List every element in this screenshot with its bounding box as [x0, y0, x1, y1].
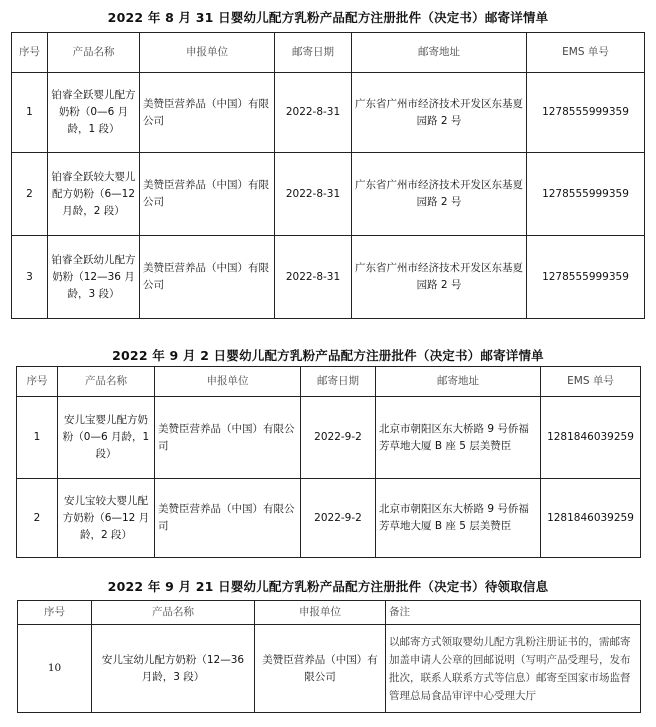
section2-title: 2022 年 9 月 2 日婴幼儿配方乳粉产品配方注册批件（决定书）邮寄详情单 — [112, 348, 544, 363]
cell-mail-date: 2022-8-31 — [275, 153, 352, 236]
cell-product: 铂睿全跃婴儿配方奶粉（0—6 月龄，1 段） — [48, 73, 140, 153]
header-applicant: 申报单位 — [140, 33, 275, 73]
header-index: 序号 — [12, 33, 48, 73]
table-row — [17, 397, 641, 479]
cell-ems-number: 1278555999359 — [527, 153, 645, 236]
cell-ems-number: 1281846039259 — [541, 397, 641, 479]
header-applicant: 申报单位 — [255, 601, 386, 625]
header-product: 产品名称 — [92, 601, 255, 625]
cell-mail-address: 北京市朝阳区东大桥路 9 号侨福芳草地大厦 B 座 5 层美赞臣 — [376, 397, 541, 479]
cell-ems-number: 1278555999359 — [527, 236, 645, 319]
header-product: 产品名称 — [58, 367, 155, 397]
section1-table — [11, 32, 645, 319]
table-row — [12, 236, 645, 319]
cell-remark: 以邮寄方式领取婴幼儿配方乳粉注册证书的，需邮寄加盖申请人公章的回邮说明（写明产品受理号，发布批次，联系人联系方式等信息）邮寄至国家市场监督管理总局食品审评中心受理大厅 — [386, 625, 641, 713]
cell-ems-number: 1281846039259 — [541, 479, 641, 558]
header-product: 产品名称 — [48, 33, 140, 73]
cell-applicant: 美赞臣营养品（中国）有限公司 — [255, 625, 386, 713]
table-header-row — [17, 367, 641, 397]
cell-mail-date: 2022-8-31 — [275, 236, 352, 319]
header-mail-date: 邮寄日期 — [301, 367, 376, 397]
section2-table — [16, 366, 641, 558]
header-index: 序号 — [18, 601, 92, 625]
cell-index: 2 — [12, 153, 48, 236]
cell-product: 安儿宝较大婴儿配方奶粉（6—12 月龄，2 段） — [58, 479, 155, 558]
cell-index: 10 — [18, 625, 92, 713]
cell-applicant: 美赞臣营养品（中国）有限公司 — [155, 397, 301, 479]
table-row — [12, 73, 645, 153]
cell-mail-address: 广东省广州市经济技术开发区东基夏园路 2 号 — [352, 236, 527, 319]
cell-mail-address: 广东省广州市经济技术开发区东基夏园路 2 号 — [352, 153, 527, 236]
header-mail-address: 邮寄地址 — [376, 367, 541, 397]
cell-mail-address: 北京市朝阳区东大桥路 9 号侨福芳草地大厦 B 座 5 层美赞臣 — [376, 479, 541, 558]
header-applicant: 申报单位 — [155, 367, 301, 397]
cell-mail-date: 2022-8-31 — [275, 73, 352, 153]
cell-applicant: 美赞臣营养品（中国）有限公司 — [140, 236, 275, 319]
section1-title: 2022 年 8 月 31 日婴幼儿配方乳粉产品配方注册批件（决定书）邮寄详情单 — [107, 10, 549, 25]
cell-ems-number: 1278555999359 — [527, 73, 645, 153]
header-index: 序号 — [17, 367, 58, 397]
header-mail-address: 邮寄地址 — [352, 33, 527, 73]
cell-mail-address: 广东省广州市经济技术开发区东基夏园路 2 号 — [352, 73, 527, 153]
header-ems-number: EMS 单号 — [541, 367, 641, 397]
cell-product: 安儿宝幼儿配方奶粉（12—36 月龄，3 段） — [92, 625, 255, 713]
cell-product: 安儿宝婴儿配方奶粉（0—6 月龄，1 段） — [58, 397, 155, 479]
cell-applicant: 美赞臣营养品（中国）有限公司 — [155, 479, 301, 558]
cell-mail-date: 2022-9-2 — [301, 397, 376, 479]
table-row — [12, 153, 645, 236]
section3-title: 2022 年 9 月 21 日婴幼儿配方乳粉产品配方注册批件（决定书）待领取信息 — [107, 579, 549, 594]
cell-index: 3 — [12, 236, 48, 319]
cell-mail-date: 2022-9-2 — [301, 479, 376, 558]
table-header-row — [12, 33, 645, 73]
table-row — [17, 479, 641, 558]
cell-index: 2 — [17, 479, 58, 558]
header-mail-date: 邮寄日期 — [275, 33, 352, 73]
section3-table — [17, 600, 641, 713]
cell-applicant: 美赞臣营养品（中国）有限公司 — [140, 153, 275, 236]
cell-applicant: 美赞臣营养品（中国）有限公司 — [140, 73, 275, 153]
table-header-row — [18, 601, 641, 625]
header-remark: 备注 — [386, 601, 641, 625]
header-ems-number: EMS 单号 — [527, 33, 645, 73]
cell-product: 铂睿全跃较大婴儿配方奶粉（6—12 月龄，2 段） — [48, 153, 140, 236]
cell-product: 铂睿全跃幼儿配方奶粉（12—36 月龄，3 段） — [48, 236, 140, 319]
cell-index: 1 — [17, 397, 58, 479]
table-row — [18, 625, 641, 713]
cell-index: 1 — [12, 73, 48, 153]
